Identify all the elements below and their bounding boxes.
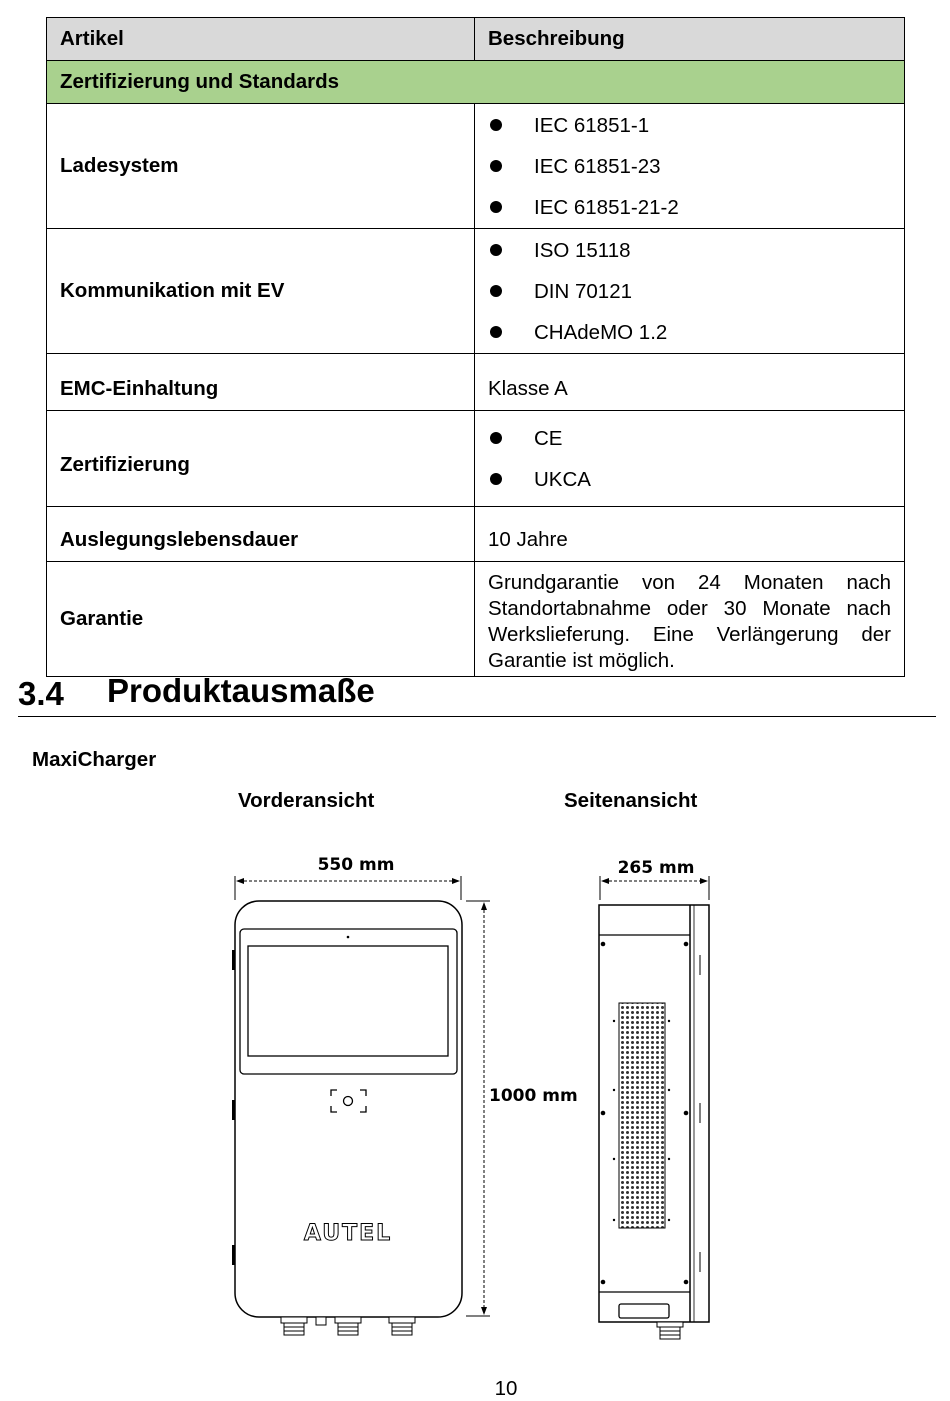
header-artikel: Artikel [47,18,475,61]
height-label: 1000 mm [489,1086,578,1106]
table-row [47,104,905,229]
table-row [47,229,905,354]
row-desc: Grundgarantie von 24 Monaten nach Standortabnahme oder 30 Monate nach Werkslieferung. Eine Verlängerung der Garantie ist möglich. [475,562,905,677]
bullet-list [488,418,891,500]
section-title: Produktausmaße [107,672,375,709]
bullet-list [488,105,891,228]
list-item: DIN 70121 [488,271,891,312]
product-drawing [0,840,950,1360]
row-item: Zertifizierung [47,411,475,507]
width-label: 550 mm [317,855,395,875]
table-header-row [47,18,905,61]
row-item: Kommunikation mit EV [47,229,475,354]
table-row [47,354,905,411]
cable-glands [281,1317,415,1335]
table-row [47,411,905,507]
row-item: Ladesystem [47,104,475,229]
row-desc [475,229,905,354]
list-item: CHAdeMO 1.2 [488,312,891,353]
header-beschreibung: Beschreibung [475,18,905,61]
width-dimension [235,855,461,900]
table-row [47,507,905,562]
row-desc: Klasse A [475,354,905,411]
row-item: EMC-Einhaltung [47,354,475,411]
section-heading [18,672,936,717]
section-label: Zertifizierung und Standards [47,61,905,104]
table-section-row [47,61,905,104]
autel-logo: AUTEL [303,1221,393,1246]
row-desc [475,411,905,507]
spec-table [46,17,905,677]
row-item: Auslegungslebensdauer [47,507,475,562]
depth-dimension [600,858,709,900]
vent-grille [619,1003,665,1228]
row-desc [475,104,905,229]
bullet-list [488,230,891,353]
depth-label: 265 mm [617,858,695,878]
page-number: 10 [494,1377,518,1400]
row-desc: 10 Jahre [475,507,905,562]
list-item: UKCA [488,459,891,500]
table-row [47,562,905,677]
list-item: CE [488,418,891,459]
front-view [232,901,462,1335]
side-view [599,905,709,1339]
height-dimension [466,901,578,1316]
side-view-label: Seitenansicht [564,789,698,812]
product-name: MaxiCharger [32,748,157,771]
row-item: Garantie [47,562,475,677]
front-view-label: Vorderansicht [238,789,375,812]
section-number: 3.4 [18,675,64,712]
list-item: ISO 15118 [488,230,891,271]
list-item: IEC 61851-1 [488,105,891,146]
list-item: IEC 61851-21-2 [488,187,891,228]
list-item: IEC 61851-23 [488,146,891,187]
